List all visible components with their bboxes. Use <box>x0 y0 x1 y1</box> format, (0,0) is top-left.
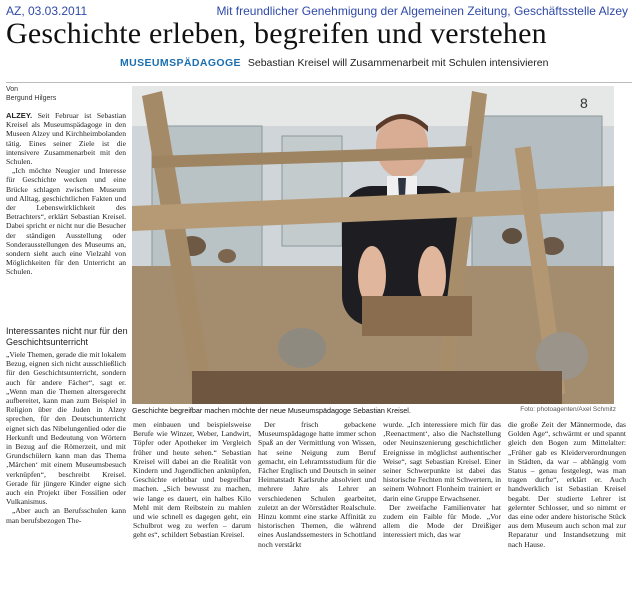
column-4 <box>383 420 501 594</box>
kicker-row <box>120 57 548 69</box>
photo-credit: Foto: photoagenten/Axel Schmitz <box>520 406 616 413</box>
kicker: MUSEUMSPÄDAGOGE <box>120 57 241 69</box>
photo-illustration <box>132 86 614 404</box>
byline-von: Von <box>6 86 19 93</box>
subhead: Interessantes nicht nur für den Geschichtsunterricht <box>6 326 128 347</box>
article-photo <box>132 86 614 404</box>
column-1-upper <box>6 111 126 331</box>
column-3 <box>258 420 376 594</box>
column-2-text: men einbauen und beispielsweise Berufe wie Winzer, Weber, Landwirt, Töpfer oder Apotheker im Vergleich früher und heute sehen.“ Sebastian Kreisel will dabei an die Realität von Kindern und Jugendlichen anknüpfen, Geschichte erlebbar und begreifbar machen. „Sich bewusst zu machen, wie lange es dauert, ein halbes Kilo Mehl mit dem Reibstein zu mahlen und wie schnell es dagegen geht, ein Schulbrot weg zu werfen – darum geht es“, schildert Sebastian Kreisel. <box>133 420 251 540</box>
column-3-text: Der frisch gebackene Museumspädagoge hatte immer schon Spaß an der Vermittlung von Wissen, hat seine Neigung zum Beruf gemacht, ein Lehramtsstudium für die Fächer Englisch und Deutsch in seiner Heimatstadt Karlsruhe absolviert und mehrere Jahre als Lehrer an verschiedenen Schulen gearbeitet, zuletzt an der Wörrstädter Realschule. Hinzu kommt eine starke Affinität zu historischen Themen, die während eines Auslandssemesters in Schottland noch verstärkt <box>258 420 376 549</box>
header-rule <box>6 82 632 83</box>
subtitle: Sebastian Kreisel will Zusammenarbeit mit Schulen intensivieren <box>247 57 549 69</box>
permission-note: Mit freundlicher Genehmigung der Algemeinen Zeitung, Geschäftsstelle Alzey <box>216 4 628 18</box>
byline-author: Bergund Hilgers <box>6 95 57 102</box>
column-4-text: wurde. „Ich interessiere mich für das ‚Reenactment‘, also die Nachstellung oder Neuinszenierung geschichtlicher Ereignisse in möglichst authentischer Weise“, sagt Sebastian Kreisel. Einer seiner Schwerpunkte ist dabei das historische Fechten mit Schwertern, in seinem Wohnort Flonheim trainiert er darin eine Gruppe Erwachsener. <box>383 420 501 503</box>
photo-sign-number: 8 <box>580 95 588 111</box>
paragraph-4: „Aber auch an Berufsschulen kann man berufsbezogen The- <box>6 506 126 525</box>
article-headline: Geschichte erleben, begreifen und verstehen <box>6 17 547 50</box>
issue-date: AZ, 03.03.2011 <box>6 4 88 18</box>
column-2 <box>133 420 251 594</box>
column-4-paragraph-2: Der zweifache Familienvater hat zudem ein Faible für Mode. „Vor allem die Mode der Dreißiger interessiert mich, das war <box>383 502 501 540</box>
photo-caption: Geschichte begreifbar machen möchte der neue Museumspädagoge Sebastian Kreisel. <box>132 406 411 415</box>
column-5 <box>508 420 626 594</box>
paragraph-2: „Ich möchte Neugier und Interesse für Geschichte wecken und eine Brücke schlagen zwischen Museum und Alltag, geschichtlichen Fakten und der Lebenswirklichkeit des Betrachters“, erklärt Sebastian Kreisel. Dabei spricht er nicht nur die Besucher der ständigen Ausstellung oder Sonderausstellungen des Museums an, sondern sieht auch eine Vielzahl von Möglichkeiten für den Unterricht an Schulen. <box>6 166 126 277</box>
paragraph-3: „Viele Themen, gerade die mit lokalem Bezug, eignen sich nicht ausschließlich für den Geschichtsunterricht, sondern auch für andere Fächer“, sagt er. „Wenn man die Themen altersgerecht aufbereitet, kann man zum Beispiel in Religion über die Juden in Alzey sprechen, für den Deutschunterricht eignet sich das Nibelungenlied oder die Herkunft und Bedeutung von Wörtern in Bezug auf die Römerzeit, und mit Grundschülern kann man das Thema ‚Märchen‘ mit einem Museumsbesuch verknüpfen“, beschreibt Kreisel. Gerade für jüngere Kinder eigne sich auch ein Projekt über Fossilien oder Vulkanismus. <box>6 350 126 507</box>
column-1-lower <box>6 350 126 592</box>
dateline-place: ALZEY. <box>6 111 33 120</box>
column-5-text: die große Zeit der Männermode, das Golden Age“, schwärmt er und spannt gleich den Bogen zum Mittelalter: „Früher gab es Kleiderverordnungen in Städten, da war – abhängig vom Status – genau festgelegt, was man tragen durfte“, erklärt er. Auch handwerklich ist Sebastian Kreisel begabt. Der studierte Lehrer ist gelernter Schlosser, und so nimmt er das eine oder andere historische Stück aus dem Museum auch schon mal zur Reparatur und Instandsetzung mit nach Hause. <box>508 420 626 549</box>
lead-text: Seit Februar ist Sebastian Kreisel als Museumspädagoge in den Museen Alzey und Kirchheimbolanden tätig. Eines seiner Ziele ist die intensivere Zusammenarbeit mit den Schulen. <box>6 111 126 167</box>
